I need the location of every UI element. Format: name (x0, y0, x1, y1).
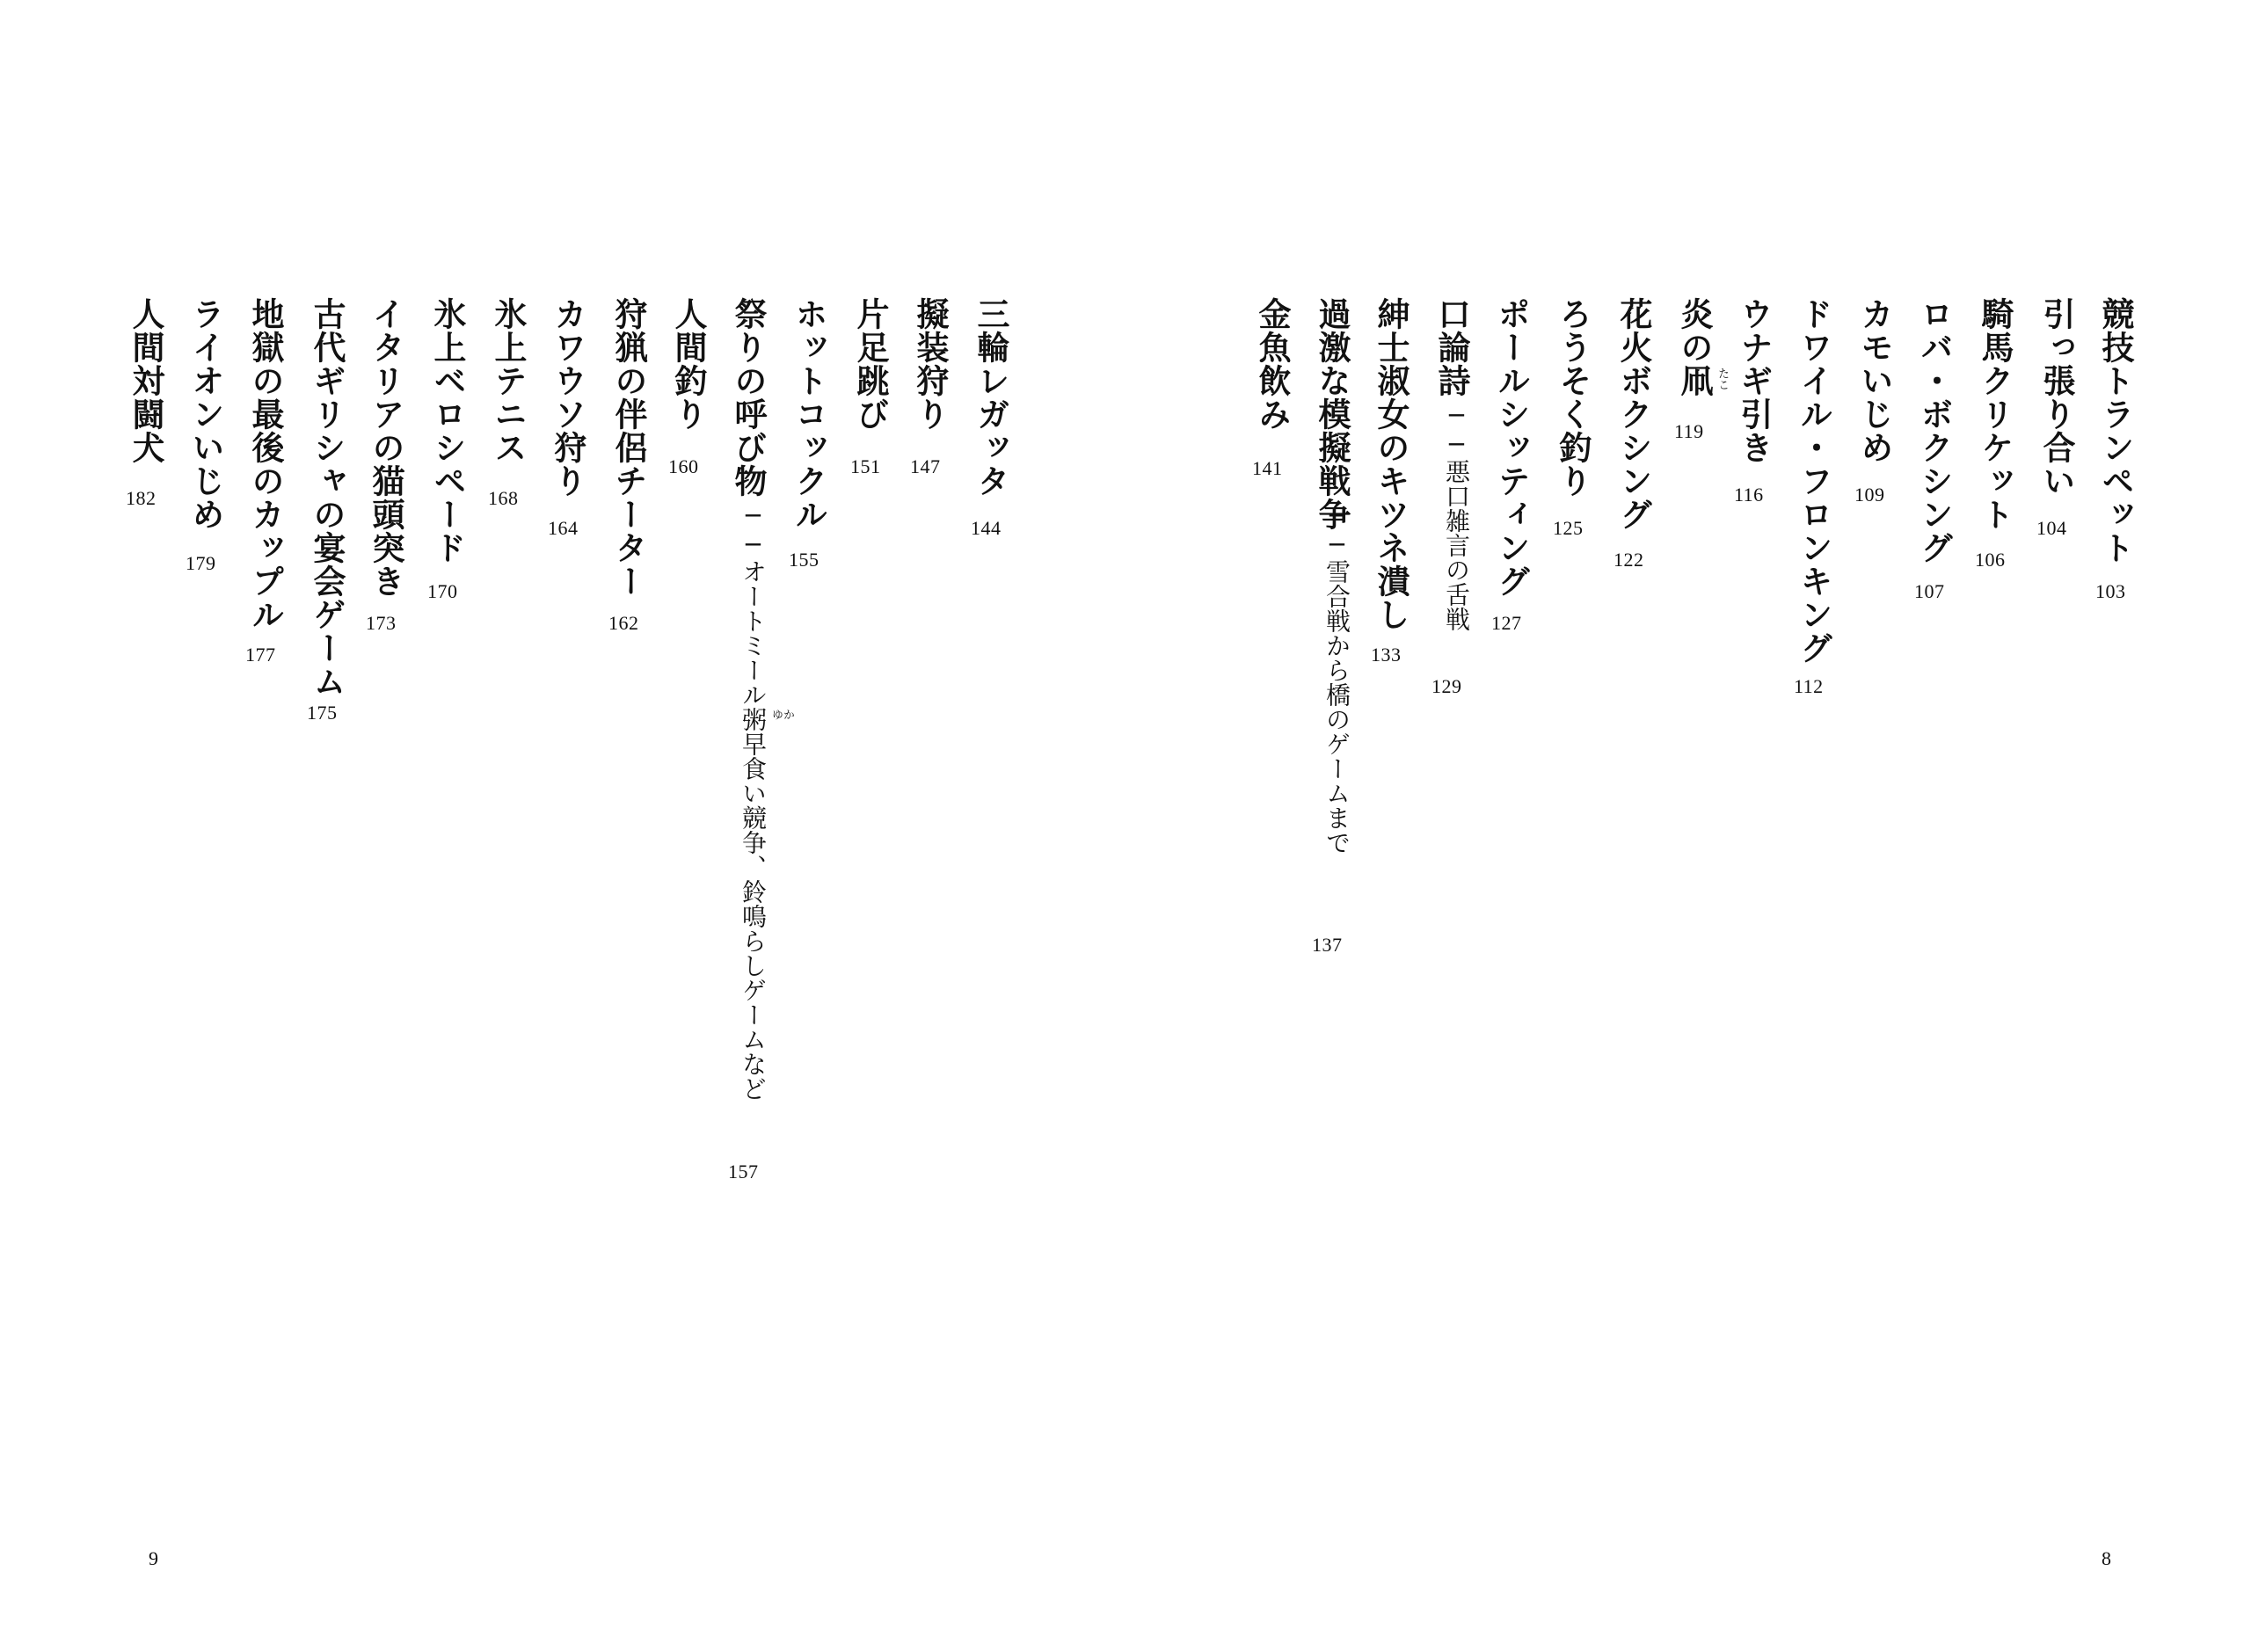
toc-entry[interactable] (186, 297, 242, 574)
entry-title: 古代ギリシャの宴会ゲーム (308, 297, 346, 698)
entry-title: ろうそく釣り (1554, 297, 1592, 498)
page-folio: 8 (2102, 1547, 2111, 1569)
toc-entry[interactable] (488, 297, 544, 509)
toc-entry[interactable] (1734, 297, 1790, 506)
toc-entry[interactable] (1914, 297, 1971, 602)
entry-page-number: 127 (1491, 612, 1522, 634)
entry-subtitle: ──雪合戦から橋のゲームまで (1322, 501, 1351, 855)
entry-title: 片足跳び (851, 297, 890, 431)
entry-ruby: たこ (1716, 368, 1729, 390)
entry-title: ポールシッティング (1492, 297, 1531, 598)
toc-entry[interactable] (427, 297, 484, 602)
entry-title: 騎馬クリケット (1976, 297, 2014, 531)
entry-page-number: 151 (850, 455, 881, 477)
entry-title: 人間釣り (669, 297, 708, 431)
toc-entry[interactable] (1854, 297, 1911, 506)
entry-title: イタリアの猫頭突き (367, 297, 405, 598)
entry-page-number: 175 (307, 702, 338, 724)
entry-page-number: 133 (1371, 644, 1402, 666)
entry-page-number: 141 (1252, 457, 1283, 479)
entry-title: カワウソ狩り (549, 297, 587, 498)
entry-page-number: 179 (186, 552, 216, 574)
toc-entry[interactable] (1553, 297, 1609, 539)
entry-page-number: 109 (1854, 484, 1885, 506)
toc-entry[interactable] (910, 297, 966, 477)
toc-entry[interactable] (2095, 297, 2152, 602)
entry-page-number: 155 (789, 549, 820, 571)
toc-entry[interactable] (1431, 297, 1488, 697)
entry-title: 三輪レガッタ (972, 297, 1010, 498)
toc-entry[interactable] (1252, 297, 1308, 479)
entry-title: 口論詩 (1432, 297, 1471, 397)
entry-title: 競技トランペット (2096, 297, 2135, 564)
toc-entry[interactable] (608, 297, 665, 634)
entry-title: ロバ・ボクシング (1915, 297, 1954, 564)
toc-entry[interactable] (1491, 297, 1548, 634)
entry-subtitle: ──悪口雑言の舌戦 (1442, 401, 1471, 631)
entry-page-number: 106 (1975, 549, 2006, 571)
entry-title: ライオンいじめ (186, 297, 225, 531)
entry-title: 祭りの呼び物 (729, 297, 768, 498)
toc-entry[interactable] (850, 297, 907, 477)
entry-page-number: 160 (668, 455, 699, 477)
entry-page-number: 177 (245, 644, 276, 666)
toc-entry[interactable] (548, 297, 604, 539)
toc-page-right (1126, 0, 2251, 1652)
entry-title: 人間対闘犬 (127, 297, 165, 464)
entry-page-number: 122 (1614, 549, 1644, 571)
toc-entry[interactable] (307, 297, 363, 724)
entry-title: 引っ張り合い (2037, 297, 2076, 498)
entry-title: ドワイル・フロンキング (1795, 297, 1833, 665)
entry-subtitle: ──オートミール粥早食い競争、鈴鳴らしゲームなど (739, 501, 768, 1101)
entry-page-number: 147 (910, 455, 941, 477)
entry-title: 紳士淑女のキツネ潰し (1372, 297, 1410, 631)
toc-entry[interactable] (245, 297, 302, 666)
toc-entry[interactable] (1674, 297, 1730, 442)
entry-page-number: 137 (1312, 934, 1343, 956)
entry-page-number: 157 (728, 1161, 759, 1183)
toc-entry[interactable] (1371, 297, 1427, 666)
entry-title: 花火ボクシング (1614, 297, 1653, 531)
entry-title: 炎の凧 (1675, 297, 1714, 397)
entry-title: カモいじめ (1855, 297, 1894, 464)
toc-entry[interactable] (126, 297, 182, 509)
toc-entry[interactable] (366, 297, 422, 634)
toc-entry[interactable] (1614, 297, 1670, 571)
entry-page-number: 116 (1734, 484, 1764, 506)
toc-entry[interactable] (971, 297, 1027, 539)
entry-title: 金魚飲み (1253, 297, 1292, 431)
page-folio: 9 (149, 1547, 158, 1569)
entry-page-number: 103 (2095, 580, 2126, 602)
entry-page-number: 129 (1431, 675, 1462, 697)
entry-page-number: 182 (126, 487, 157, 509)
entry-page-number: 144 (971, 517, 1002, 539)
toc-entry[interactable] (789, 297, 845, 571)
entry-title: ホットコックル (790, 297, 828, 531)
entry-title: 地獄の最後のカップル (246, 297, 285, 631)
toc-entry[interactable] (1975, 297, 2031, 571)
entry-page-number: 164 (548, 517, 579, 539)
entry-page-number: 170 (427, 580, 458, 602)
entry-page-number: 173 (366, 612, 397, 634)
toc-entry[interactable] (728, 297, 794, 1183)
entry-title: 狩猟の伴侶チーター (609, 297, 648, 598)
entry-title: 氷上テニス (489, 297, 528, 464)
toc-entry[interactable] (1312, 297, 1368, 956)
entry-page-number: 168 (488, 487, 519, 509)
entry-title: 擬装狩り (911, 297, 950, 431)
entry-page-number: 125 (1553, 517, 1584, 539)
toc-entry[interactable] (668, 297, 725, 477)
toc-entry[interactable] (2036, 297, 2093, 539)
entry-page-number: 104 (2036, 517, 2067, 539)
entry-ruby: かゆ (769, 709, 794, 720)
entry-title: ウナギ引き (1735, 297, 1774, 464)
entry-page-number: 112 (1794, 675, 1824, 697)
entry-page-number: 119 (1674, 420, 1704, 442)
entry-page-number: 107 (1914, 580, 1945, 602)
entry-page-number: 162 (608, 612, 639, 634)
entry-title: 氷上ベロシペード (428, 297, 467, 564)
entry-title: 過激な模擬戦争 (1313, 297, 1351, 531)
toc-entry[interactable] (1794, 297, 1850, 697)
